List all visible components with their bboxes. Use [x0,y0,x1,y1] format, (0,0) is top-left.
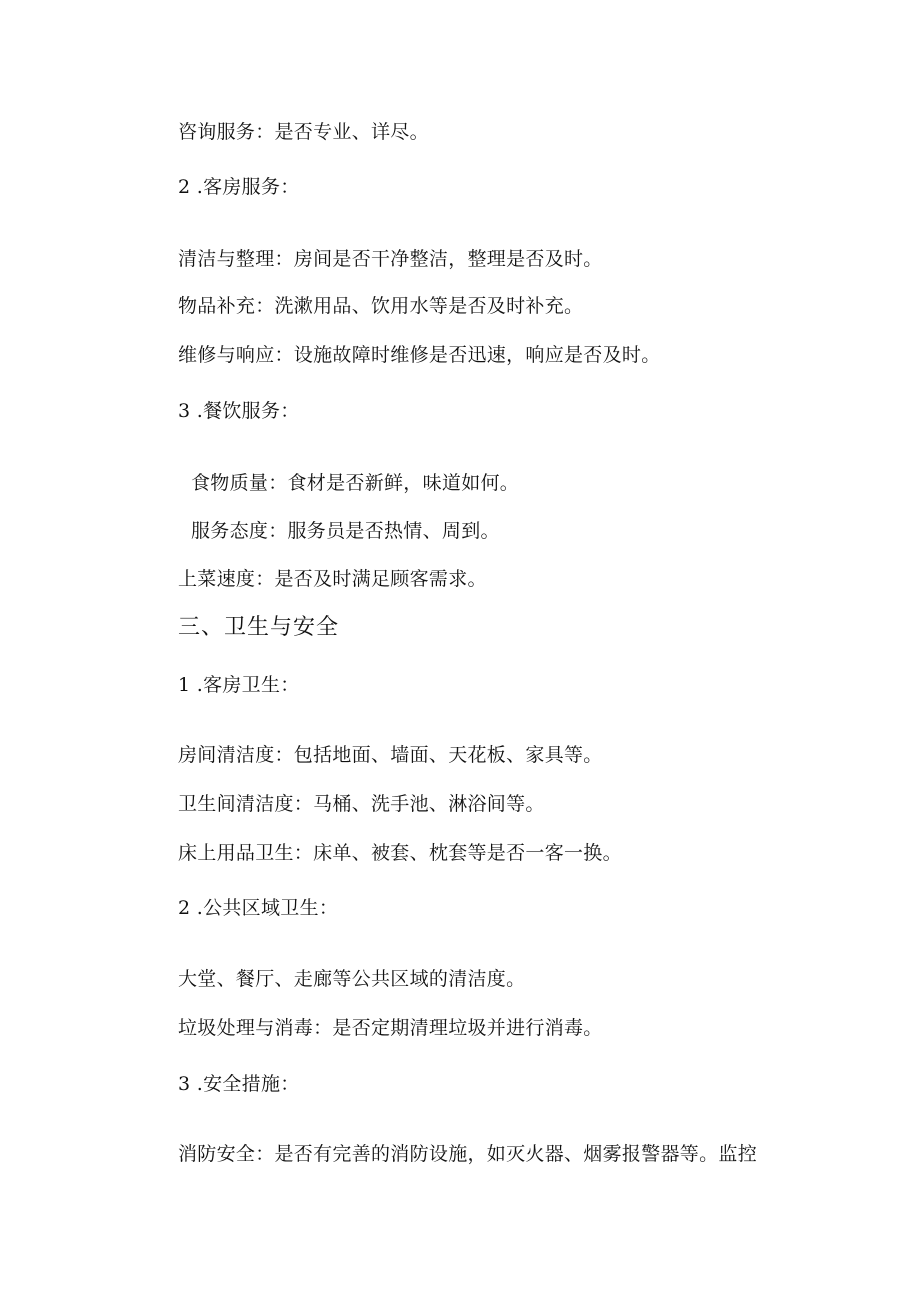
paragraph-fire-safety: 消防安全：是否有完善的消防设施，如灭火器、烟雾报警器等。监控 [178,1143,758,1165]
subheading-room-service: 2 .客房服务： [178,176,300,198]
paragraph-serving-speed: 上菜速度：是否及时满足顾客需求。 [178,568,487,590]
section-heading-hygiene-safety: 三、卫生与安全 [178,615,340,640]
paragraph-cleaning: 清洁与整理：房间是否干净整洁，整理是否及时。 [178,248,603,270]
paragraph-bathroom-cleanliness: 卫生间清洁度：马桶、洗手池、淋浴间等。 [178,793,545,815]
paragraph-supplies: 物品补充：洗漱用品、饮用水等是否及时补充。 [178,295,584,317]
subheading-safety-measures: 3 .安全措施： [178,1073,300,1095]
paragraph-public-area-cleanliness: 大堂、餐厅、走廊等公共区域的清洁度。 [178,968,526,990]
paragraph-room-cleanliness: 房间清洁度：包括地面、墙面、天花板、家具等。 [178,744,603,766]
paragraph-waste-disinfection: 垃圾处理与消毒：是否定期清理垃圾并进行消毒。 [178,1017,603,1039]
subheading-dining-service: 3 .餐饮服务： [178,400,300,422]
paragraph-service-attitude: 服务态度：服务员是否热情、周到。 [191,520,500,542]
subheading-room-hygiene: 1 .客房卫生： [178,674,300,696]
paragraph-consulting-service: 咨询服务：是否专业、详尽。 [178,121,429,143]
subheading-public-area-hygiene: 2 .公共区域卫生： [178,897,339,919]
paragraph-food-quality: 食物质量：食材是否新鲜，味道如何。 [191,472,520,494]
paragraph-maintenance: 维修与响应：设施故障时维修是否迅速，响应是否及时。 [178,344,661,366]
paragraph-bedding-hygiene: 床上用品卫生：床单、被套、枕套等是否一客一换。 [178,842,622,864]
